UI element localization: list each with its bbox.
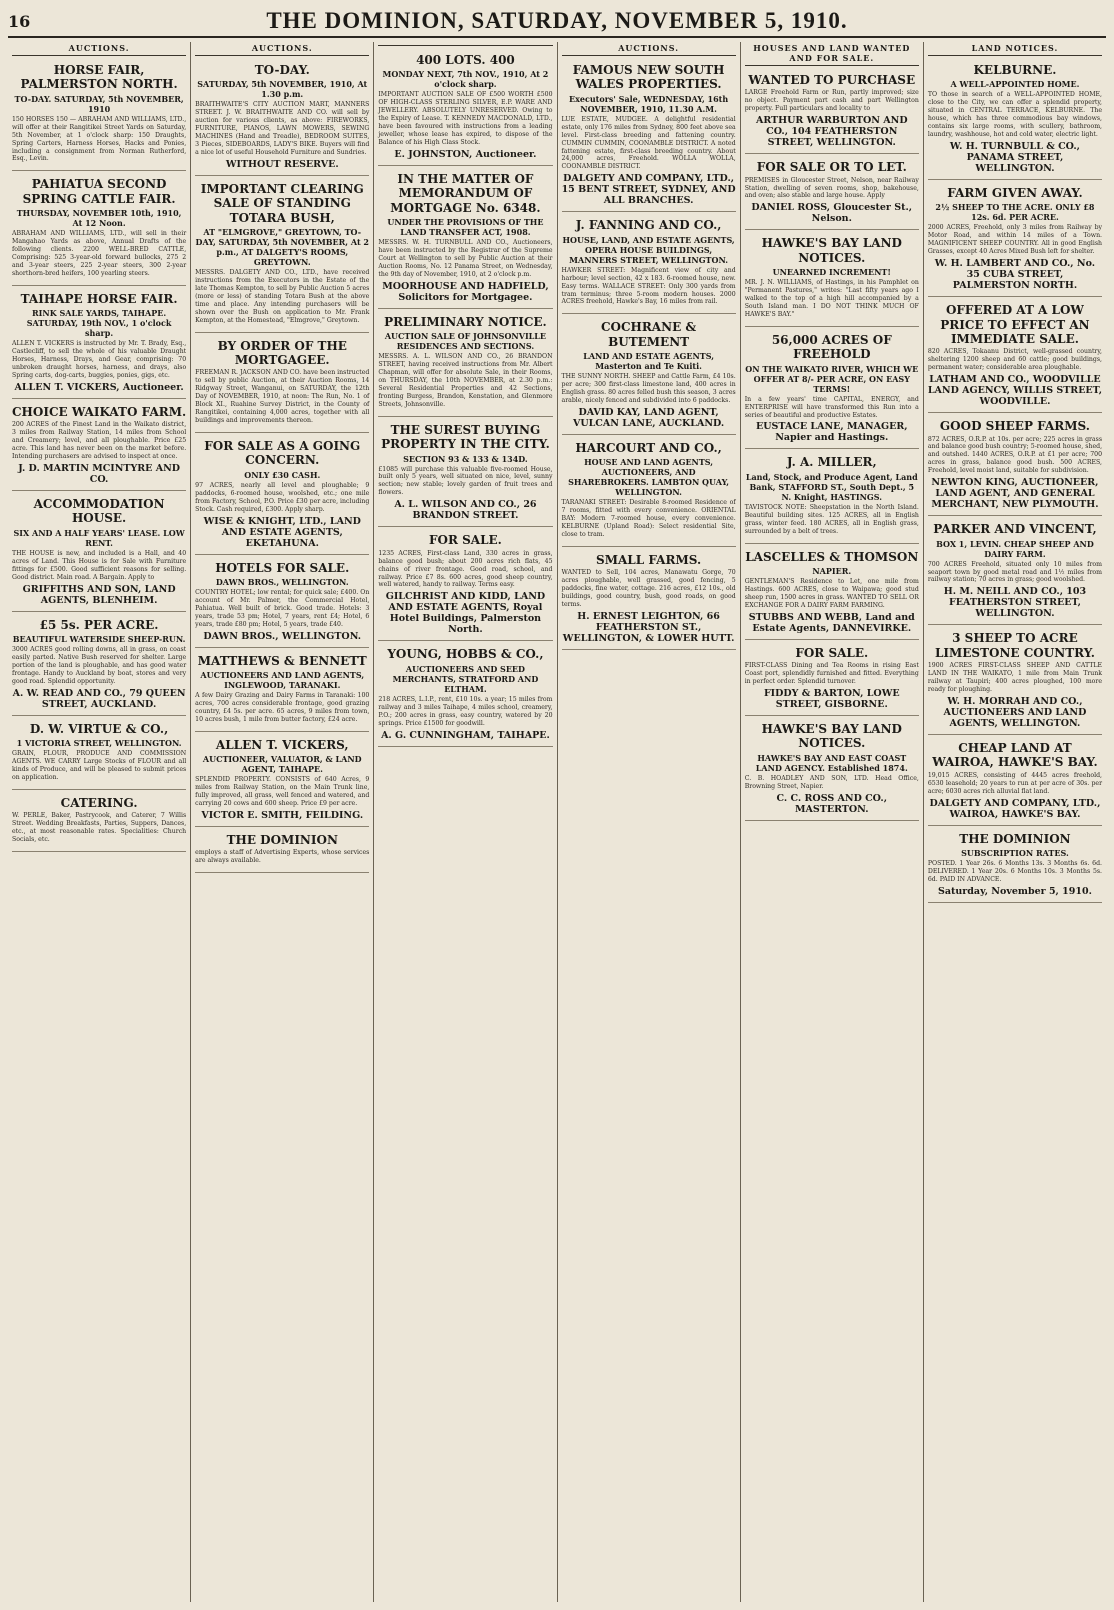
- column-heading: AUCTIONS.: [562, 42, 736, 56]
- ad-title: CHEAP LAND AT WAIROA, HAWKE'S BAY.: [932, 740, 1098, 770]
- column-5: [741, 42, 924, 1602]
- ad-body: BRAITHWAITE'S CITY AUCTION MART, MANNERS STREET. J. W. BRAITHWAITE AND CO. will sell by auction for various clients, as above: FIREWORKS, FURNITURE, PIANOS, LAWN MOWERS, SEWING MACHINES (Hand and Treadle), BEDROOM SUITES, 3 Pieces, SIDEBOARDS, LADY'S BIKE. Buyers will find a nice lot of useful Household Furniture and Sundries.: [195, 101, 370, 157]
- advertisement: [378, 644, 552, 746]
- ad-title: HORSE FAIR, PALMERSTON NORTH.: [20, 63, 178, 92]
- ad-title: GOOD SHEEP FARMS.: [939, 419, 1090, 434]
- ad-title: D. W. VIRTUE & CO.,: [29, 721, 169, 736]
- ad-title: TAIHAPE HORSE FAIR.: [20, 291, 178, 306]
- ad-body: GENTLEMAN'S Residence to Let, one mile from Hastings. 600 ACRES, close to Waipawa; good stud sheep run, 1500 acres in grass. WANTED TO SELL OR EXCHANGE FOR A DAIRY FARM FARMING.: [744, 578, 919, 609]
- advertisement: [745, 547, 919, 640]
- ad-title: SMALL FARMS.: [596, 553, 702, 568]
- ad-body: POSTED. 1 Year 26s. 6 Months 13s. 3 Months 6s. 6d. DELIVERED. 1 Year 20s. 6 Months 10s. 3 Months 5s. 6d. PAID IN ADVANCE.: [927, 859, 1103, 883]
- ad-body: £1085 will purchase this valuable five-roomed House, built only 5 years, well situated on nice, level, sunny section; new stable; lovely garden of fruit trees and flowers.: [378, 465, 553, 497]
- advertisement: [195, 179, 369, 333]
- advertisement: [928, 416, 1102, 516]
- ad-title: THE SUREST BUYING PROPERTY IN THE CITY.: [381, 422, 550, 452]
- ad-body: TAVISTOCK NOTE: Sheepstation in the North Island. Beautiful building sites. 125 ACRES, all in English grass, winter feed. 180 ACRES, all in English grass, surrounded by a belt of trees.: [744, 503, 919, 535]
- advertisement: [928, 519, 1102, 625]
- masthead: [8, 6, 1106, 38]
- ad-body: IMPORTANT AUCTION SALE OF £500 WORTH £500 OF HIGH-CLASS STERLING SILVER, E.P. WARE AND JEWELLERY. ABSOLUTELY UNRESERVED. Owing to the Expiry of Lease. T. KENNEDY MACDONALD, LTD., have been favoured with instructions from a leading jeweller, whose lease has expired, to dispose of the Balance of his High Class Stock.: [378, 91, 553, 147]
- ad-subtitle: TO-DAY. SATURDAY, 5th NOVEMBER, 1910: [14, 93, 184, 114]
- ad-agent: FIDDY & BARTON, LOWE STREET, GISBORNE.: [763, 687, 900, 710]
- ad-agent: A. G. CUNNINGHAM, TAIHAPE.: [381, 729, 550, 741]
- ad-title: PRELIMINARY NOTICE.: [384, 314, 547, 329]
- ad-title: FAMOUS NEW SOUTH WALES PROPERTIES.: [572, 63, 725, 92]
- ad-agent: E. JOHNSTON, Auctioneer.: [394, 148, 537, 160]
- advertisement: [378, 530, 552, 641]
- ad-subtitle: DAWN BROS., WELLINGTON.: [215, 576, 349, 587]
- ad-agent: NEWTON KING, AUCTIONEER, LAND AGENT, AND GENERAL MERCHANT, NEW PLYMOUTH.: [931, 477, 1099, 511]
- advertisement: [12, 494, 186, 612]
- advertisement: [928, 738, 1102, 826]
- advertisement: [195, 336, 369, 433]
- advertisement: [12, 793, 186, 852]
- column-heading: AUCTIONS.: [12, 42, 186, 56]
- column-heading: [378, 42, 552, 46]
- ad-title: OFFERED AT A LOW PRICE TO EFFECT AN IMMEDIATE SALE.: [940, 303, 1090, 346]
- column-heading: LAND NOTICES.: [928, 42, 1102, 56]
- column-heading: AUCTIONS.: [195, 42, 369, 56]
- ad-subtitle: ONLY £30 CASH.: [244, 469, 321, 480]
- advertisement: [378, 420, 552, 528]
- ad-agent: A. L. WILSON AND CO., 26 BRANDON STREET.: [394, 499, 537, 522]
- ad-body: MESSRS. A. L. WILSON AND CO., 26 BRANDON STREET, having received instructions from Mr. Albert Chapman, will offer for absolute Sale, in their Rooms, on THURSDAY, the 10th NOVEMBER, at 2.30 p.m.: Several Residential Properties and 42 Sections, fronting Burgess, Brandon, Kenstation, and Glenmore Streets, Johnsonville.: [378, 353, 553, 408]
- ad-body: 200 ACRES of the Finest Land in the Waikato district, 3 miles from Railway Station, 14 miles from School and Creamery; level, and all ploughable. Price £25 acre. This land has never been on the market before. Intending purchasers are advised to inspect at once.: [12, 421, 187, 461]
- ad-body: THE HOUSE is new, and included is a Hall, and 40 acres of Land. This House is for Sale with Furniture fittings for £500. Good sufficient reasons for selling. Good district. Main road. A Bargain. Apply to: [12, 549, 187, 581]
- ad-subtitle: Land, Stock, and Produce Agent, Land Bank, STAFFORD ST., South Dept., 5 N. Knight, HASTINGS.: [745, 471, 918, 502]
- ad-subtitle: SUBSCRIPTION RATES.: [961, 847, 1069, 858]
- advertisement: [195, 60, 369, 176]
- ad-body: COUNTRY HOTEL; low rental; for quick sale; £400. On account of Mr. Palmer, the Commercial Hotel, Pahiatua. Well built of brick. Good trade. Hotels: 3 years, trade 53 pm; Hotel, 7 years, rent £4; Hotel, 6 years, trade £80 pm; Hotel, 5 years, trade £40.: [195, 588, 370, 628]
- ad-body: WANTED to Sell, 104 acres, Manawatu Gorge, 70 acres ploughable, well grassed, good fencing, 5 paddocks, fine water, cottage. 216 acres, £12 10s., old buildings, good country, bush, good roads, on good terms.: [561, 569, 736, 609]
- ad-title: KELBURNE.: [973, 63, 1057, 77]
- ad-title: HOTELS FOR SALE.: [215, 560, 350, 575]
- ad-agent: DAVID KAY, LAND AGENT, VULCAN LANE, AUCKLAND.: [572, 406, 725, 429]
- ad-body: ABRAHAM AND WILLIAMS, LTD., will sell in their Mangahao Yards as above, Annual Drafts of the following clients. 2200 WELL-BRED CATTLE, Comprising: 525 3-year-old forward bullocks, 275 2 and 3-year steers, 225 2-year steers, 300 2-year shorthorn-bred heifers, 100 yearling steers.: [12, 230, 187, 277]
- ad-title: ALLEN T. VICKERS,: [215, 737, 349, 752]
- advertisement: [562, 317, 736, 435]
- page-number: 16: [8, 11, 31, 31]
- ad-title: CATERING.: [60, 795, 138, 810]
- advertisement: [378, 169, 552, 309]
- ad-subtitle: LAND AND ESTATE AGENTS, Masterton and Te Kuiti.: [583, 351, 714, 372]
- ad-agent: WITHOUT RESERVE.: [225, 158, 339, 170]
- advertisement: [12, 174, 186, 285]
- ad-subtitle: NAPIER.: [812, 566, 852, 576]
- ad-agent: GRIFFITHS AND SON, LAND AGENTS, BLENHEIM.: [22, 583, 176, 606]
- ad-subtitle: SECTION 93 & 133 & 134D.: [403, 453, 528, 464]
- ad-body: FIRST-CLASS Dining and Tea Rooms in rising East Coast port, splendidly furnished and fitted. Everything in perfect order. Splendid turnover.: [744, 662, 919, 686]
- ad-body: FREEMAN R. JACKSON AND CO. have been instructed to sell by public Auction, at their Auction Rooms, 14 Ridgway Street, Wanganui, on SATURDAY, the 12th Day of NOVEMBER, 1910, at noon: The Run, No. 1 of Block XI., Ruahine Survey District, in the County of Rangitikei, containing 4,000 acres, together with all buildings and improvements thereon.: [195, 369, 370, 425]
- ad-title: FOR SALE OR TO LET.: [756, 160, 907, 175]
- advertisement: [12, 719, 186, 790]
- ad-agent: EUSTACE LANE, MANAGER, Napier and Hastings.: [756, 421, 908, 444]
- advertisement: [378, 312, 552, 417]
- ad-title: J. A. MILLER,: [786, 455, 877, 470]
- ad-agent: ALLEN T. VICKERS, Auctioneer.: [14, 381, 184, 393]
- ad-title: 400 LOTS. 400: [416, 53, 515, 67]
- ad-body: MR. J. N. WILLIAMS, of Hastings, in his Pamphlet on "Permanent Pastures," writes: "Last fifty years ago I walked to the top of a high hill accompanied by a South Island man. I DO NOT THINK MUCH OF HAWKE'S BAY.": [744, 279, 919, 318]
- ad-subtitle: AUCTION SALE OF JOHNSONVILLE RESIDENCES AND SECTIONS.: [384, 331, 547, 352]
- ad-body: 3000 ACRES good rolling downs, all in grass, on coast easily parted. Native Bush reserved for shelter. Large portion of the land is ploughable, and has good water frontage. Handy to Auckland by boat, stores and very good road. Splendid opportunity.: [12, 645, 187, 685]
- ad-title: ACCOMMODATION HOUSE.: [33, 496, 165, 526]
- columns-container: [8, 42, 1106, 1602]
- ad-subtitle: 1 VICTORIA STREET, WELLINGTON.: [16, 737, 182, 748]
- ad-agent: ARTHUR WARBURTON AND CO., 104 FEATHERSTON STREET, WELLINGTON.: [755, 115, 908, 149]
- ad-title: FOR SALE.: [795, 645, 869, 660]
- ad-title: IMPORTANT CLEARING SALE OF STANDING TOTARA BUSH,: [200, 181, 364, 225]
- advertisement: [12, 402, 186, 491]
- column-6: [924, 42, 1106, 1602]
- ad-title: BY ORDER OF THE MORTGAGEE.: [217, 338, 347, 368]
- advertisement: [928, 300, 1102, 413]
- ad-title: YOUNG, HOBBS & CO.,: [387, 647, 544, 662]
- ad-title: 3 SHEEP TO ACRE LIMESTONE COUNTRY.: [934, 631, 1095, 660]
- ad-agent: W. H. TURNBULL & CO., PANAMA STREET, WELLINGTON.: [949, 141, 1080, 175]
- ad-agent: DALGETY AND COMPANY, LTD., 15 BENT STREET, SYDNEY, AND ALL BRANCHES.: [561, 173, 736, 207]
- ad-agent: Saturday, November 5, 1910.: [937, 885, 1092, 897]
- ad-subtitle: HOUSE AND LAND AGENTS, AUCTIONEERS, AND SHAREBROKERS. LAMBTON QUAY, WELLINGTON.: [568, 457, 730, 498]
- ad-subtitle: SATURDAY, 5th NOVEMBER, 1910, At 1.30 p.m.: [197, 79, 368, 100]
- ad-title: WANTED TO PURCHASE: [748, 73, 916, 87]
- ad-title: HAWKE'S BAY LAND NOTICES.: [761, 721, 902, 751]
- ad-body: LUE ESTATE, MUDGEE. A delightful residential estate, only 176 miles from Sydney, 800 feet above sea level. First-class breeding and fattening country. CUMMIN CUMMIN, COONAMBLE DISTRICT. A noted fattening estate, first-class breeding country. About 24,000 acres, Freehold. WOLLA WOLLA, COONAMBLE DISTRICT.: [561, 115, 736, 171]
- ad-agent: LATHAM AND CO., WOODVILLE LAND AGENCY, WILLIS STREET, WOODVILLE.: [927, 374, 1103, 408]
- ad-agent: J. D. MARTIN MCINTYRE AND CO.: [18, 462, 180, 485]
- ad-body: 872 ACRES, O.R.P. at 10s. per acre; 225 acres in grass and balance good bush country; 5-roomed house, shed, and outshed. 1440 ACRES, O.R.P. at £1 per acre; 700 acres in grass, balance good bush. 500 ACRES, Freehold, level moist land, suitable for subdivision.: [927, 435, 1103, 475]
- ad-body: MESSRS. DALGETY AND CO., LTD., have received instructions from the Executors in the Estate of the late Thomas Kempton, to sell by Public Auction 5 acres (more or less) of standing Totara Bush at the above time and place. Any intending purchasers will be shown over the Bush on application to Mr. Frank Kempton, at the Homestead, "Elmgrove," Greytown.: [195, 269, 370, 324]
- ad-body: In a few years' time CAPITAL, ENERGY, and ENTERPRISE will have transformed this Run into a series of beautiful and productive Estates.: [744, 395, 919, 419]
- ad-title: PAHIATUA SECOND SPRING CATTLE FAIR.: [22, 177, 176, 206]
- advertisement: [562, 550, 736, 650]
- column-3: [374, 42, 557, 1602]
- ad-subtitle: HOUSE, LAND, AND ESTATE AGENTS, OPERA HOUSE BUILDINGS, MANNERS STREET, WELLINGTON.: [562, 234, 735, 265]
- advertisement: [562, 60, 736, 212]
- advertisement: [928, 183, 1102, 297]
- ad-body: 820 ACRES, Tokaanu District, well-grassed country, sheltering 1200 sheep and 60 cattle; good buildings, permanent water; considerable area ploughable.: [927, 348, 1103, 372]
- ad-title: IN THE MATTER OF MEMORANDUM OF MORTGAGE No. 6348.: [390, 171, 541, 215]
- ad-body: 1900 ACRES FIRST-CLASS SHEEP AND CATTLE LAND IN THE WAIKATO, 1 mile from Main Trunk railway at Taupiri; 400 acres ploughed, 100 more ready for ploughing.: [927, 662, 1103, 694]
- ad-body: 19,015 ACRES, consisting of 4445 acres freehold, 6530 leasehold; 20 years to run at per acre of 30s. per acre; 6030 acres rich alluvial flat land.: [927, 771, 1103, 795]
- advertisement: [195, 651, 369, 732]
- ad-title: TO-DAY.: [254, 63, 310, 77]
- advertisement: [745, 70, 919, 154]
- ad-title: CHOICE WAIKATO FARM.: [12, 404, 187, 419]
- advertisement: [745, 330, 919, 450]
- advertisement: [195, 436, 369, 555]
- column-heading: HOUSES AND LAND WANTED AND FOR SALE.: [745, 42, 919, 66]
- ad-title: 56,000 ACRES OF FREEHOLD: [771, 332, 892, 362]
- ad-title: THE DOMINION: [226, 832, 338, 847]
- ad-agent: DALGETY AND COMPANY, LTD., WAIROA, HAWKE'S BAY.: [929, 797, 1101, 820]
- advertisement: [745, 719, 919, 821]
- ad-body: 2000 ACRES, Freehold, only 3 miles from Railway by Motor Road, and within 14 miles of a Town. MAGNIFICENT SHEEP COUNTRY. All in good English Grasses, except 40 Acres Mixed Bush left for shelter.: [927, 224, 1103, 256]
- ad-body: PREMISES in Gloucester Street, Nelson, near Railway Station, dwelling of seven rooms, shop, bakehouse, and oven; also stable and large house. Apply: [744, 176, 919, 200]
- advertisement: [928, 829, 1102, 903]
- ad-body: MESSRS. W. H. TURNBULL AND CO., Auctioneers, have been instructed by the Registrar of the Supreme Court at Wellington to sell by Public Auction at their Auction Rooms, No. 12 Panama Street, on Wednesday, the 9th day of November, 1910, at 2 o'clock p.m.: [378, 239, 553, 278]
- ad-body: C. B. HOADLEY AND SON, LTD. Head Office, Browning Street, Napier.: [744, 774, 919, 790]
- ad-agent: H. M. NEILL AND CO., 103 FEATHERSTON STREET, WELLINGTON.: [943, 586, 1087, 620]
- ad-agent: C. C. ROSS AND CO., MASTERTON.: [776, 792, 888, 815]
- ad-agent: A. W. READ AND CO., 79 QUEEN STREET, AUCKLAND.: [12, 687, 186, 710]
- ad-body: TO those in search of a WELL-APPOINTED HOME, close to the City, we can offer a splendid property, situated in CENTRAL TERRACE, KELBURNE. The house, which has three commodious bay windows, contains six large rooms, with scullery, bathroom, laundry, washhouse, hot and cold water, electric light.: [927, 91, 1103, 139]
- ad-body: A few Dairy Grazing and Dairy Farms in Taranaki: 100 acres, 700 acres considerable frontage, good grazing country, £4 5s. per acre. 65 acres, 9 miles from town, 10 acres bush, 1 mile from butter factory, £24 acre.: [195, 692, 370, 723]
- advertisement: [195, 558, 369, 648]
- ad-body: 700 ACRES Freehold, situated only 10 miles from seaport town by good metal road and 1½ miles from railway station; 70 acres in grass; good woolshed.: [927, 560, 1103, 584]
- ad-agent: DAWN BROS., WELLINGTON.: [203, 630, 362, 642]
- column-2: [191, 42, 374, 1602]
- ad-agent: WISE & KNIGHT, LTD., LAND AND ESTATE AGENTS, EKETAHUNA.: [203, 515, 361, 549]
- ad-body: SPLENDID PROPERTY. CONSISTS of 640 Acres, 9 miles from Railway Station, on the Main Trunk line, fully improved, all grass, well fenced and watered, and carrying 20 cows and 600 sheep. Price £9 per acre.: [195, 776, 370, 807]
- ad-title: HAWKE'S BAY LAND NOTICES.: [761, 236, 902, 265]
- ad-agent: GILCHRIST AND KIDD, LAND AND ESTATE AGENTS, Royal Hotel Buildings, Palmerston North.: [385, 591, 546, 636]
- ad-title: J. FANNING AND CO.,: [575, 218, 722, 233]
- ad-subtitle: 2½ SHEEP TO THE ACRE. ONLY £8 12s. 6d. PER ACRE.: [935, 202, 1095, 223]
- ad-body: GRAIN, FLOUR, PRODUCE AND COMMISSION AGENTS. WE CARRY Large Stocks of FLOUR and all kinds of Produce, and will be pleased to submit prices on application.: [12, 749, 187, 781]
- ad-body: employs a staff of Advertising Experts, whose services are always available.: [195, 849, 370, 865]
- ad-title: FOR SALE AS A GOING CONCERN.: [204, 439, 361, 468]
- ad-title: COCHRANE & BUTEMENT: [600, 320, 697, 349]
- ad-title: THE DOMINION: [959, 831, 1071, 846]
- ad-agent: VICTOR E. SMITH, FEILDING.: [201, 809, 364, 821]
- ad-subtitle: HAWKE'S BAY AND EAST COAST LAND AGENCY. Established 1874.: [755, 752, 908, 773]
- ad-title: LASCELLES & THOMSON: [745, 549, 919, 564]
- advertisement: [195, 735, 369, 827]
- column-1: [8, 42, 191, 1602]
- ad-title: HARCOURT AND CO.,: [575, 440, 722, 455]
- advertisement: [745, 452, 919, 543]
- ad-subtitle: AUCTIONEERS AND SEED MERCHANTS, STRATFORD AND ELTHAM.: [392, 663, 539, 694]
- ad-agent: DANIEL ROSS, Gloucester St., Nelson.: [751, 202, 913, 225]
- ad-agent: W. H. MORRAH AND CO., AUCTIONEERS AND LAND AGENTS, WELLINGTON.: [943, 695, 1087, 729]
- advertisement: [928, 628, 1102, 735]
- ad-title: £5 5s. PER ACRE.: [39, 617, 159, 632]
- ad-body: 150 HORSES 150 — ABRAHAM AND WILLIAMS, LTD., will offer at their Rangitikei Street Yards on Saturday, 5th November, at 1 o'clock sharp: 150 Draughts, Spring Carters, Harness Horses, Hacks and Ponies, including a consignment from Norman Rutherford, Esq., Levin.: [12, 115, 187, 163]
- ad-agent: STUBBS AND WEBB, Land and Estate Agents, DANNEVIRKE.: [748, 611, 915, 634]
- ad-body: HAWKER STREET: Magnificent view of city and harbour; level section, 42 x 183. 6-roomed house, new. Easy terms. WALLACE STREET: Only 300 yards from tram terminus; three 5-room modern houses. 2000 ACRES freehold, Hawke's Bay, 16 miles from rail.: [561, 266, 736, 306]
- advertisement: [12, 615, 186, 716]
- advertisement: [745, 643, 919, 716]
- ad-agent: MOORHOUSE AND HADFIELD, Solicitors for Mortgagee.: [382, 280, 549, 303]
- ad-subtitle: THURSDAY, NOVEMBER 10th, 1910, At 12 Noon.: [16, 208, 182, 229]
- ad-title: MATTHEWS & BENNETT: [197, 653, 367, 668]
- ad-subtitle: AUCTIONEER, VALUATOR, & LAND AGENT, TAIHAPE.: [202, 754, 362, 775]
- ad-title: PARKER AND VINCENT,: [933, 522, 1097, 537]
- ad-subtitle: ON THE WAIKATO RIVER, WHICH WE OFFER AT 8/- PER ACRE, ON EASY TERMS!: [745, 363, 919, 394]
- ad-body: W. PERLE, Baker, Pastrycook, and Caterer, 7 Willis Street. Wedding Breakfasts, Parties, Suppers, Dances, etc., at most reasonable rates. Specialities: Church Socials, etc.: [12, 812, 187, 843]
- ad-agent: H. ERNEST LEIGHTON, 66 FEATHERSTON ST., WELLINGTON, & LOWER HUTT.: [562, 611, 735, 645]
- newspaper-title: THE DOMINION, SATURDAY, NOVEMBER 5, 1910.: [266, 8, 848, 33]
- ad-subtitle: A WELL-APPOINTED HOME.: [950, 79, 1080, 90]
- ad-body: LARGE Freehold Farm or Run, partly improved; size no object. Payment part cash and part Wellington property. Full particulars and locality to: [744, 89, 919, 113]
- advertisement: [745, 233, 919, 326]
- advertisement: [562, 215, 736, 314]
- advertisement: [562, 438, 736, 547]
- ad-subtitle: AT "ELMGROVE," GREYTOWN, TO-DAY, SATURDAY, 5th NOVEMBER, At 2 p.m., AT DALGETY'S ROOMS, GREYTOWN.: [195, 227, 369, 268]
- advertisement: [195, 830, 369, 873]
- ad-body: 1235 ACRES, First-class Land, 330 acres in grass, balance good bush; about 200 acres rich flats, 45 chains of river frontage. Good road, school, and railway. Price £7 8s. 600 acres, good sheep country, well watered, handy to railway. Terms easy.: [378, 549, 553, 589]
- advertisement: [12, 60, 186, 171]
- ad-agent: W. H. LAMBERT AND CO., No. 35 CUBA STREET, PALMERSTON NORTH.: [934, 258, 1096, 292]
- ad-subtitle: UNDER THE PROVISIONS OF THE LAND TRANSFER ACT, 1908.: [387, 217, 544, 238]
- ad-subtitle: AUCTIONEERS AND LAND AGENTS, INGLEWOOD, TARANAKI.: [200, 670, 365, 691]
- ad-subtitle: BEAUTIFUL WATERSIDE SHEEP-RUN.: [12, 633, 186, 644]
- ad-body: ALLEN T. VICKERS is instructed by Mr. T. Brady, Esq., Castlecliff, to sell the whole of his valuable Draught Horses, Harness, Drays, and Gear, comprising: 70 unbroken draught horses, harness, and drays, also Spring carts, dog-carts, buggies, ponies, gigs, etc.: [12, 340, 187, 379]
- ad-body: TARANAKI STREET: Desirable 8-roomed Residence of 7 rooms, fitted with every convenience. ORIENTAL BAY: Modern 7-roomed house, every convenience. KELBURNE (Upland Road): Select residential Site, close to tram.: [561, 499, 736, 539]
- ad-subtitle: Executors' Sale, WEDNESDAY, 16th NOVEMBER, 1910, 11.30 A.M.: [569, 93, 729, 114]
- ad-title: FARM GIVEN AWAY.: [947, 186, 1083, 201]
- ad-body: 97 ACRES, nearly all level and ploughable; 9 paddocks, 6-roomed house, woolshed, etc.; one mile from Factory, School, P.O. Price £30 per acre, including Stock. Cash required, £300. Apply sharp.: [195, 481, 370, 513]
- advertisement: [928, 60, 1102, 180]
- ad-subtitle: RINK SALE YARDS, TAIHAPE. SATURDAY, 19th NOV., 1 o'clock sharp.: [26, 308, 172, 339]
- ad-subtitle: UNEARNED INCREMENT!: [772, 267, 891, 278]
- column-4: [558, 42, 741, 1602]
- advertisement: [12, 289, 186, 399]
- ad-body: THE SUNNY NORTH. SHEEP and Cattle Farm, £4 10s. per acre; 300 first-class limestone land, 400 acres in English grass. 80 acres felled bush this season, 3 acres arable, nicely fenced and subdivided into 6 paddocks.: [561, 373, 736, 405]
- ad-title: FOR SALE.: [428, 533, 502, 548]
- ad-body: 218 ACRES, L.I.P., rent, £10 10s. a year; 15 miles from railway and 3 miles Taihape, 4 miles school, creamery, P.O.; 200 acres in grass, easy country, watered by 20 springs. Price £1500 for goodwill.: [378, 695, 553, 727]
- ad-subtitle: MONDAY NEXT, 7th NOV., 1910, At 2 o'clock sharp.: [382, 69, 549, 90]
- ad-subtitle: BOX 1, LEVIN. CHEAP SHEEP AND DAIRY FARM.: [936, 538, 1094, 559]
- advertisement: [745, 157, 919, 230]
- advertisement: [378, 50, 552, 166]
- ad-subtitle: SIX AND A HALF YEARS' LEASE. LOW RENT.: [13, 527, 185, 548]
